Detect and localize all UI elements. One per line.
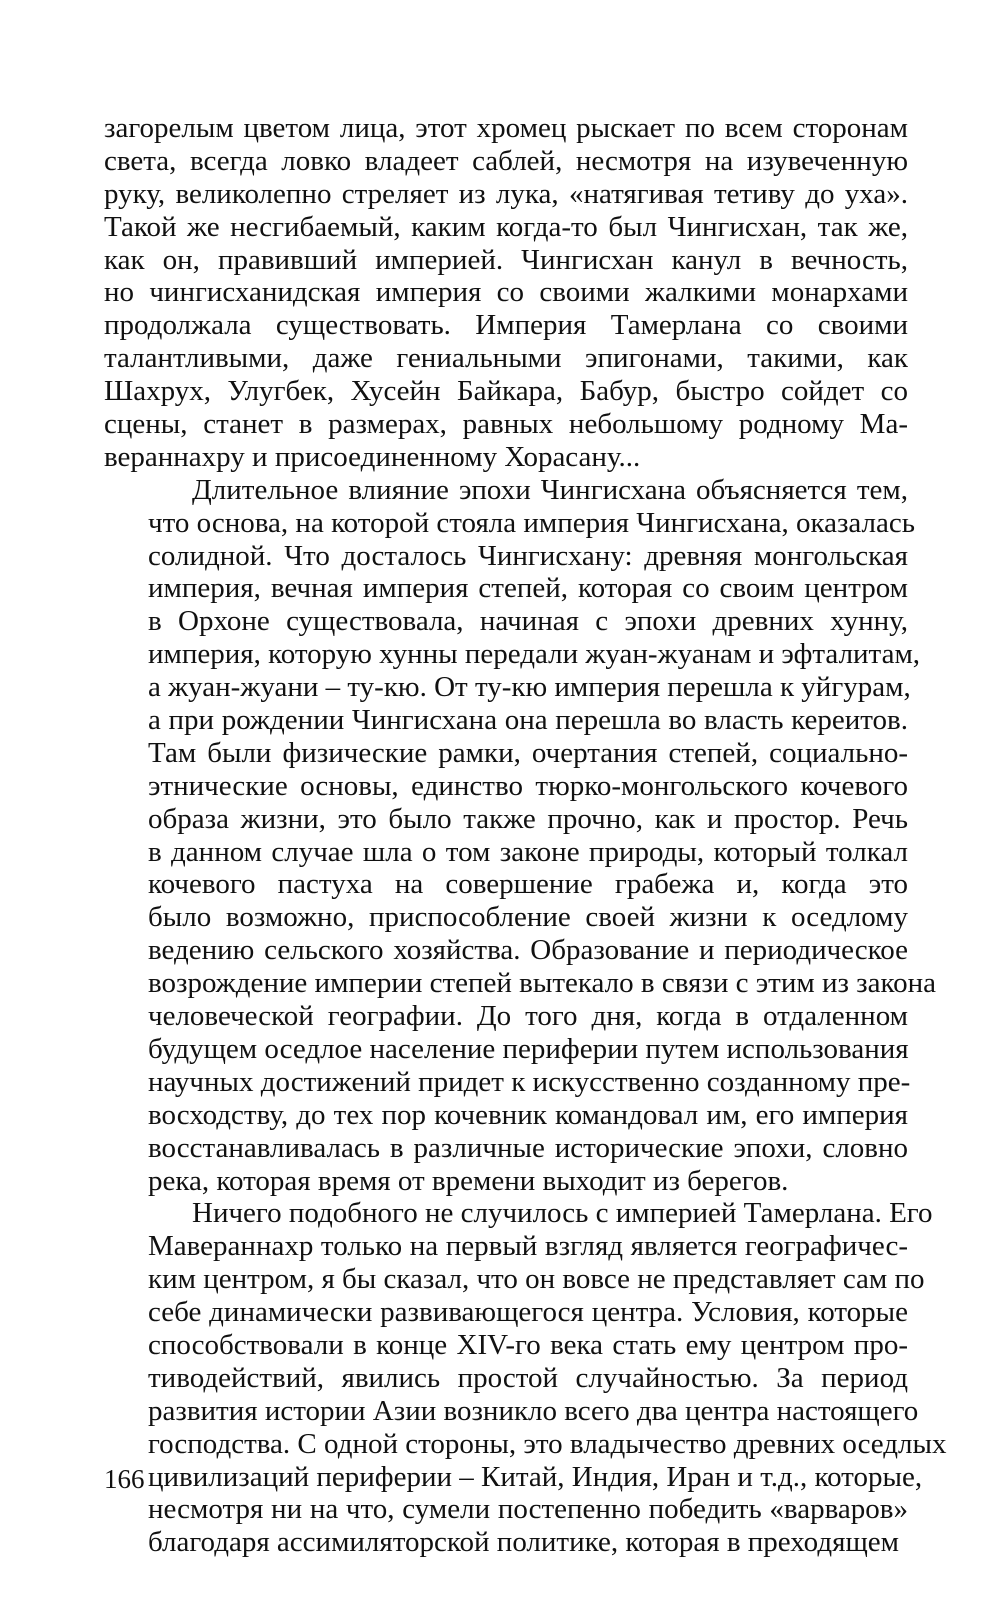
page-number: 166 [104,1464,145,1494]
text-line: империя, вечная империя степей, которая со своим центром [148,572,908,605]
text-line: вераннахру и присоединенному Хорасану... [104,440,641,473]
text-line: солидной. Что досталось Чингисхану: древняя монгольская [148,539,908,572]
book-page [104,112,947,1582]
text-line: восходству, до тех пор кочевник командовал им, его империя [148,1098,908,1131]
text-line: способствовали в конце XIV-го века стать ему центром про- [148,1328,908,1361]
text-line: талантливыми, даже гениальными эпигонами, такими, как [104,342,908,375]
text-line: господства. С одной стороны, это владычество древних оседлых [148,1427,947,1460]
text-line: этнические основы, единство тюрко-монгольского кочевого [148,769,908,802]
text-line: будущем оседлое население периферии путем использования [148,1032,909,1065]
text-line: загорелым цветом лица, этот хромец рыскает по всем сторонам [104,112,908,144]
text-line: но чингисханидская империя со своими жалкими монархами [104,276,908,309]
paragraph [104,1197,947,1559]
text-line: сцены, станет в размерах, равных небольшому родному Ма- [104,408,908,441]
text-line: руку, великолепно стреляет из лука, «натягивая тетиву до уха». [104,177,908,210]
text-line: а жуан-жуани – ту-кю. От ту-кю империя перешла к уйгурам, [148,671,911,704]
text-line: река, которая время от времени выходит из берегов. [148,1164,789,1197]
text-line: Там были физические рамки, очертания степей, социально- [148,736,908,769]
text-line: цивилизаций периферии – Китай, Индия, Иран и т.д., которые, [148,1460,923,1493]
body-text [104,112,947,1559]
text-line: было возможно, приспособление своей жизни к оседлому [148,901,908,934]
text-line: развития истории Азии возникло всего два центра настоящего [148,1394,919,1427]
text-line: ким центром, я бы сказал, что он вовсе не представляет сам по [148,1263,925,1296]
text-line: ведению сельского хозяйства. Образование и периодическое [148,934,908,967]
text-line: Длительное влияние эпохи Чингисхана объясняется тем, [192,473,908,506]
text-line: кочевого пастуха на совершение грабежа и, когда это [148,868,908,901]
paragraph [104,112,908,474]
text-line: как он, правивший империей. Чингисхан канул в вечность, [104,243,908,276]
text-line: Ничего подобного не случилось с империей Тамерлана. Его [192,1197,933,1230]
text-line: империя, которую хунны передали жуан-жуанам и эфталитам, [148,638,921,671]
text-line: образа жизни, это было также прочно, как и простор. Речь [148,802,908,835]
text-line: что основа, на которой стояла империя Чингисхана, оказалась [148,506,915,539]
text-line: Такой же несгибаемый, каким когда-то был Чингисхан, так же, [104,210,908,243]
text-line: восстанавливалась в различные исторические эпохи, словно [148,1131,908,1164]
text-line: в данном случае шла о том законе природы, который толкал [148,835,908,868]
text-line: благодаря ассимиляторской политике, которая в преходящем [148,1526,899,1559]
text-line: в Орхоне существовала, начиная с эпохи древних хунну, [148,605,908,638]
text-line: несмотря ни на что, сумели постепенно победить «варваров» [148,1493,908,1526]
text-line: возрождение империи степей вытекало в связи с этим из закона [148,967,937,1000]
paragraph [104,473,937,1198]
text-line: человеческой географии. До того дня, когда в отдаленном [148,1000,908,1033]
text-line: света, всегда ловко владеет саблей, несмотря на изувеченную [104,144,908,177]
text-line: продолжала существовать. Империя Тамерлана со своими [104,309,908,342]
text-line: Мавераннахр только на первый взгляд является географичес- [148,1230,908,1263]
text-line: а при рождении Чингисхана она перешла во власть кереитов. [148,704,908,737]
text-line: тиводействий, явились простой случайностью. За период [148,1361,908,1394]
text-line: научных достижений придет к искусственно созданному пре- [148,1065,911,1098]
text-line: Шахрух, Улугбек, Хусейн Байкара, Бабур, быстро сойдет со [104,375,908,408]
text-line: себе динамически развивающегося центра. Условия, которые [148,1296,908,1329]
